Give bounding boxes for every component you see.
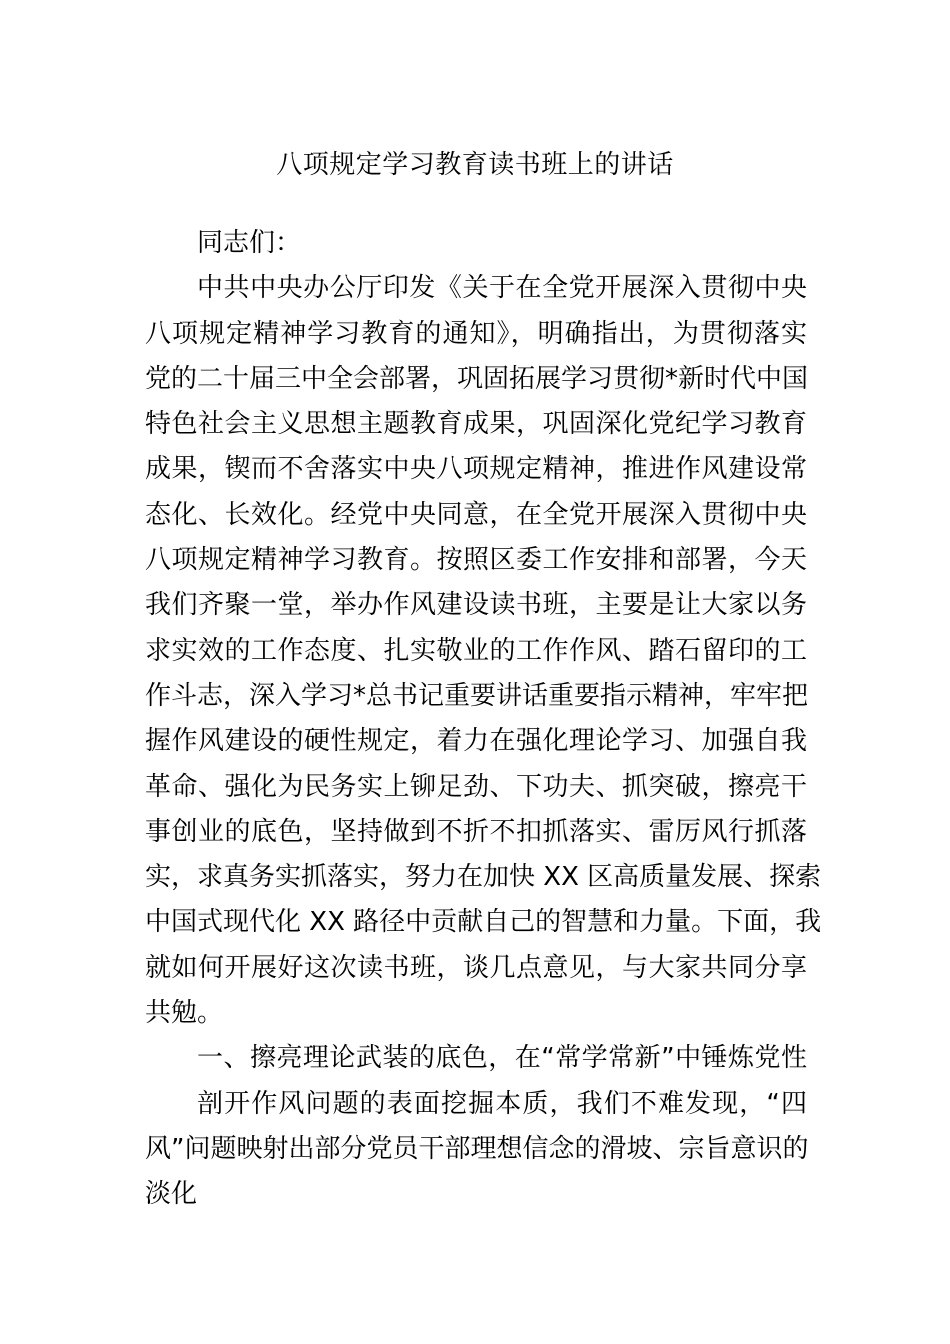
section-heading: 一、擦亮理论武装的底色，在“常学常新”中锤炼党性 (197, 1043, 807, 1074)
salutation: 同志们： (197, 228, 302, 258)
paragraph-line: 态化、长效化。经党中央同意，在全党开展深入贯彻中央 (145, 499, 807, 530)
paragraph-line: 淡化 (145, 1179, 198, 1210)
paragraph-line: 革命、强化为民务实上铆足劲、下功夫、抓突破，擦亮干 (145, 771, 807, 802)
paragraph-line: 握作风建设的硬性规定，着力在强化理论学习、加强自我 (145, 726, 807, 757)
document-title: 八项规定学习教育读书班上的讲话 (276, 150, 674, 180)
paragraph-line: 八项规定精神学习教育。按照区委工作安排和部署，今天 (145, 545, 807, 576)
paragraph-line: 风”问题映射出部分党员干部理想信念的滑坡、宗旨意识的 (145, 1133, 809, 1164)
paragraph-line: 我们齐聚一堂，举办作风建设读书班，主要是让大家以务 (145, 590, 807, 621)
paragraph-line: 中共中央办公厅印发《关于在全党开展深入贯彻中央 (197, 273, 807, 304)
paragraph-line: 八项规定精神学习教育的通知》，明确指出，为贯彻落实 (145, 318, 807, 349)
paragraph-line: 就如何开展好这次读书班，谈几点意见，与大家共同分享 (145, 952, 807, 983)
paragraph-line: 求实效的工作态度、扎实敬业的工作作风、踏石留印的工 (145, 635, 807, 666)
document-body (145, 221, 822, 1218)
paragraph-line: 成果，锲而不舍落实中央八项规定精神，推进作风建设常 (145, 454, 807, 485)
paragraph-line: 党的二十届三中全会部署，巩固拓展学习贯彻*新时代中国 (145, 363, 809, 394)
paragraph-line: 作斗志，深入学习*总书记重要讲话重要指示精神，牢牢把 (145, 680, 809, 711)
paragraph-line: 实，求真务实抓落实，努力在加快 XX 区高质量发展、探索 (145, 862, 822, 893)
paragraph-line: 中国式现代化 XX 路径中贡献自己的智慧和力量。下面，我 (145, 907, 822, 938)
paragraph-line: 特色社会主义思想主题教育成果，巩固深化党纪学习教育 (145, 409, 807, 440)
paragraph-line: 共勉。 (145, 998, 224, 1029)
paragraph-line: 剖开作风问题的表面挖掘本质，我们不难发现，“四 (197, 1088, 807, 1119)
paragraph-line: 事创业的底色，坚持做到不折不扣抓落实、雷厉风行抓落 (145, 816, 807, 847)
